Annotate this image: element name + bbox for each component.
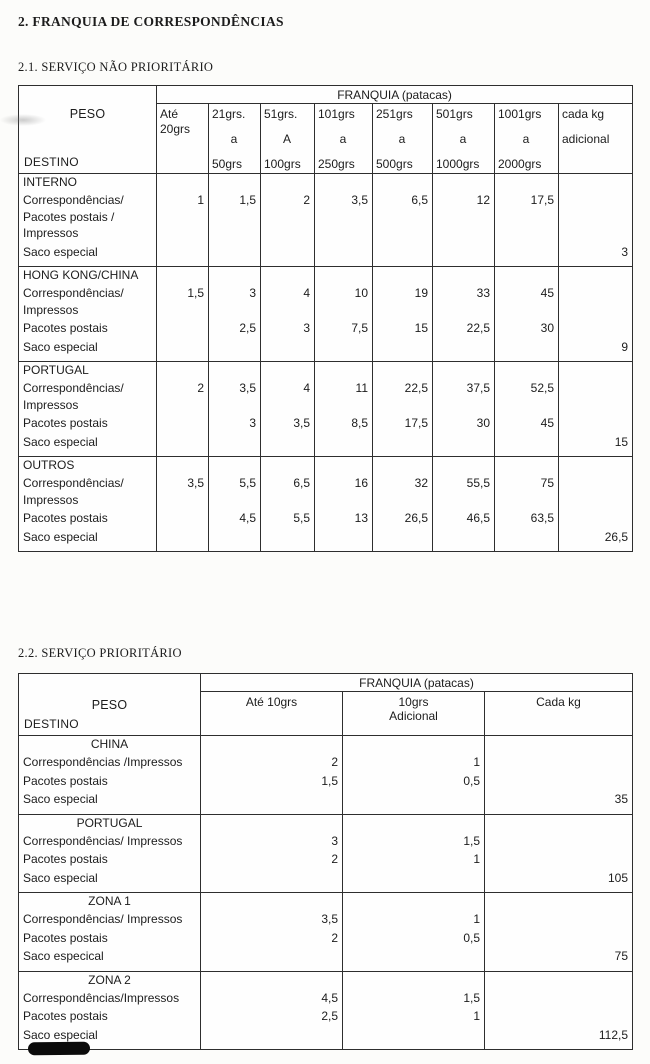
- text-line: A: [282, 132, 291, 146]
- rate-value-cell: [343, 1026, 485, 1050]
- rate-value-cell: 3,5: [209, 379, 261, 414]
- rate-value-cell: [485, 989, 633, 1008]
- grid-empty-cell: [209, 174, 261, 192]
- rate-value-cell: 15: [373, 319, 433, 338]
- rate-value-cell: 6,5: [261, 474, 315, 509]
- rate-value-cell: 6,5: [373, 191, 433, 243]
- peso-destino-corner-cell: [19, 86, 157, 174]
- text-line: Pacotes postais: [23, 321, 108, 335]
- text-line: Correspondências/ Impressos: [23, 912, 183, 926]
- service-row-label: [19, 989, 201, 1008]
- text-line: a: [459, 132, 467, 146]
- text-line: 500grs: [376, 157, 413, 171]
- text-line: Correspondências/ Impressos: [23, 833, 183, 848]
- rate-value-cell: 4,5: [209, 509, 261, 528]
- rate-value-cell: 3: [261, 319, 315, 338]
- destino-group-header: CHINA: [19, 736, 201, 754]
- rate-value-cell: 19: [373, 284, 433, 319]
- text-line: 1001grs: [498, 107, 542, 121]
- rate-value-cell: [485, 850, 633, 869]
- rate-value-cell: [343, 790, 485, 814]
- grid-empty-cell: [559, 362, 633, 380]
- text-line: Adicional: [389, 709, 438, 723]
- rate-value-cell: 37,5: [433, 379, 495, 414]
- text-line: 250grs: [318, 157, 355, 171]
- destino-group-header: INTERNO: [19, 174, 157, 192]
- text-line: Correspondências /Impressos: [23, 755, 183, 769]
- table-servico-prioritario: [18, 673, 633, 1050]
- text-line: Até: [160, 107, 179, 121]
- text-line: Cada kg: [536, 695, 581, 709]
- text-line: Correspondências/Impressos: [23, 990, 180, 1005]
- rate-value-cell: [201, 869, 343, 893]
- grid-empty-cell: [157, 267, 209, 285]
- weight-column-header: [315, 104, 373, 174]
- weight-column-header: [261, 104, 315, 174]
- rate-value-cell: 52,5: [495, 379, 559, 414]
- section-1-heading: 2.1. SERVIÇO NÃO PRIORITÁRIO: [18, 60, 214, 74]
- service-row-label: [19, 772, 201, 791]
- text-line: Saco especial: [23, 870, 98, 885]
- service-row-label: [19, 850, 201, 869]
- rate-value-cell: 75: [495, 474, 559, 509]
- service-row-label: [19, 338, 157, 362]
- rate-value-cell: [559, 379, 633, 414]
- rate-value-cell: [343, 947, 485, 971]
- grid-empty-cell: [495, 362, 559, 380]
- document-title: 2. FRANQUIA DE CORRESPONDÊNCIAS: [18, 14, 284, 29]
- text-line: cada kg: [562, 107, 605, 121]
- text-line: a: [230, 132, 238, 146]
- rate-value-cell: 0,5: [343, 772, 485, 791]
- rate-value-cell: 45: [495, 284, 559, 319]
- service-row-label: [19, 379, 157, 414]
- rate-value-cell: 12: [433, 191, 495, 243]
- rate-value-cell: 2: [201, 850, 343, 869]
- rate-value-cell: 1,5: [157, 284, 209, 319]
- grid-empty-cell: [373, 267, 433, 285]
- grid-empty-cell: [485, 814, 633, 832]
- service-row-label: [19, 433, 157, 457]
- rate-value-cell: 4,5: [201, 989, 343, 1008]
- destino-group-header: HONG KONG/CHINA: [19, 267, 157, 285]
- destino-group-header: PORTUGAL: [19, 362, 157, 380]
- grid-empty-cell: [315, 362, 373, 380]
- section-2-heading: 2.2. SERVIÇO PRIORITÁRIO: [18, 646, 182, 660]
- rate-value-cell: 55,5: [433, 474, 495, 509]
- rate-value-cell: [485, 910, 633, 929]
- rate-value-cell: [433, 243, 495, 267]
- text-line: Pacotes postais /: [23, 209, 115, 224]
- grid-empty-cell: [315, 174, 373, 192]
- rate-value-cell: 16: [315, 474, 373, 509]
- grid-empty-cell: [433, 362, 495, 380]
- rate-value-cell: [157, 433, 209, 457]
- destino-group-header: OUTROS: [19, 457, 157, 475]
- rate-value-cell: 3: [209, 414, 261, 433]
- text-line: Saco especial: [23, 244, 98, 259]
- rate-value-cell: [373, 528, 433, 552]
- text-line: 251grs: [376, 107, 413, 121]
- text-line: Saco especial: [23, 434, 98, 449]
- grid-empty-cell: [261, 362, 315, 380]
- rate-value-cell: 3: [559, 243, 633, 267]
- rate-value-cell: [201, 790, 343, 814]
- rate-value-cell: 22,5: [433, 319, 495, 338]
- rate-value-cell: [209, 243, 261, 267]
- rate-value-cell: 2,5: [209, 319, 261, 338]
- rate-value-cell: 63,5: [495, 509, 559, 528]
- text-line: Pacotes postais: [23, 773, 108, 788]
- rate-value-cell: 105: [485, 869, 633, 893]
- text-line: Pacotes postais: [23, 416, 108, 430]
- rate-value-cell: 2: [201, 929, 343, 948]
- grid-empty-cell: [157, 457, 209, 475]
- rate-value-cell: [495, 243, 559, 267]
- franquia-patacas-header: FRANQUIA (patacas): [201, 674, 633, 692]
- text-line: 501grs: [436, 107, 473, 121]
- text-line: Saco especial: [23, 1027, 98, 1042]
- peso-destino-corner-cell: [19, 674, 201, 736]
- text-line: Saco especial: [23, 529, 98, 544]
- grid-empty-cell: [485, 971, 633, 989]
- franquia-patacas-header: FRANQUIA (patacas): [157, 86, 633, 104]
- rate-value-cell: 13: [315, 509, 373, 528]
- service-row-label: [19, 947, 201, 971]
- rate-value-cell: [485, 753, 633, 772]
- rate-value-cell: 1,5: [343, 832, 485, 851]
- service-row-label: [19, 1007, 201, 1026]
- grid-empty-cell: [559, 457, 633, 475]
- rate-value-cell: 1,5: [201, 772, 343, 791]
- text-line: Impressos: [23, 492, 79, 507]
- text-line: Pacotes postais: [23, 1009, 108, 1023]
- service-row-label: [19, 191, 157, 243]
- rate-value-cell: 3: [209, 284, 261, 319]
- rate-value-cell: [261, 528, 315, 552]
- text-line: Correspondências/: [23, 286, 124, 300]
- grid-empty-cell: [433, 174, 495, 192]
- rate-value-cell: [495, 528, 559, 552]
- grid-empty-cell: [373, 457, 433, 475]
- rate-value-cell: 17,5: [373, 414, 433, 433]
- service-row-label: [19, 243, 157, 267]
- service-row-label: [19, 509, 157, 528]
- grid-empty-cell: [343, 971, 485, 989]
- text-line: Correspondências/: [23, 193, 124, 207]
- rate-value-cell: [373, 433, 433, 457]
- text-line: 100grs: [264, 157, 301, 171]
- destino-group-header: PORTUGAL: [19, 814, 201, 832]
- grid-empty-cell: [201, 814, 343, 832]
- text-line: a: [522, 132, 530, 146]
- rate-value-cell: 2: [157, 379, 209, 414]
- text-line: Pacotes postais: [23, 511, 108, 525]
- grid-empty-cell: [373, 174, 433, 192]
- service-row-label: [19, 414, 157, 433]
- text-line: 50grs: [212, 157, 243, 171]
- rate-value-cell: 11: [315, 379, 373, 414]
- grid-empty-cell: [433, 457, 495, 475]
- weight-column-header: [485, 692, 633, 736]
- text-line: Saco especical: [23, 949, 104, 963]
- rate-value-cell: [157, 509, 209, 528]
- grid-empty-cell: [261, 267, 315, 285]
- service-row-label: [19, 832, 201, 851]
- grid-empty-cell: [157, 174, 209, 192]
- rate-value-cell: 1,5: [209, 191, 261, 243]
- rate-value-cell: 2: [201, 753, 343, 772]
- rate-value-cell: [209, 338, 261, 362]
- text-line: Correspondências/: [23, 381, 124, 395]
- rate-value-cell: [485, 832, 633, 851]
- rate-value-cell: [315, 243, 373, 267]
- grid-empty-cell: [495, 267, 559, 285]
- service-row-label: [19, 790, 201, 814]
- weight-column-header: [157, 104, 209, 174]
- grid-empty-cell: [209, 457, 261, 475]
- rate-value-cell: [209, 528, 261, 552]
- service-row-label: [19, 869, 201, 893]
- rate-value-cell: 75: [485, 947, 633, 971]
- text-line: Impressos: [23, 226, 79, 240]
- text-line: 10grs: [398, 695, 429, 709]
- grid-empty-cell: [343, 814, 485, 832]
- rate-value-cell: 32: [373, 474, 433, 509]
- grid-empty-cell: [209, 362, 261, 380]
- text-line: Até 10grs: [245, 695, 298, 709]
- grid-empty-cell: [343, 736, 485, 754]
- rate-value-cell: 3,5: [315, 191, 373, 243]
- rate-value-cell: [209, 433, 261, 457]
- rate-value-cell: 35: [485, 790, 633, 814]
- rate-value-cell: [495, 338, 559, 362]
- peso-label: PESO: [91, 698, 128, 712]
- scan-black-bar-artifact: [28, 1042, 90, 1056]
- rate-value-cell: [315, 528, 373, 552]
- text-line: Saco especial: [23, 339, 98, 354]
- weight-column-header: [201, 692, 343, 736]
- scan-smudge-artifact: [0, 114, 46, 126]
- weight-column-header: [209, 104, 261, 174]
- grid-empty-cell: [261, 457, 315, 475]
- grid-empty-cell: [343, 893, 485, 911]
- rate-value-cell: 46,5: [433, 509, 495, 528]
- rate-value-cell: 1: [157, 191, 209, 243]
- service-row-label: [19, 528, 157, 552]
- rate-value-cell: 1,5: [343, 989, 485, 1008]
- weight-column-header: [373, 104, 433, 174]
- destino-label: DESTINO: [24, 717, 79, 731]
- rate-value-cell: [315, 433, 373, 457]
- grid-empty-cell: [485, 893, 633, 911]
- rate-value-cell: [157, 528, 209, 552]
- text-line: adicional: [562, 132, 610, 146]
- rate-value-cell: [559, 284, 633, 319]
- grid-empty-cell: [495, 457, 559, 475]
- text-line: 101grs: [318, 107, 355, 121]
- weight-column-header: [343, 692, 485, 736]
- rate-value-cell: 1: [343, 753, 485, 772]
- text-line: Correspondências/: [23, 476, 124, 490]
- rate-value-cell: 15: [559, 433, 633, 457]
- rate-value-cell: 5,5: [261, 509, 315, 528]
- rate-value-cell: [373, 243, 433, 267]
- rate-value-cell: 3,5: [157, 474, 209, 509]
- rate-value-cell: [157, 414, 209, 433]
- text-line: Impressos: [23, 302, 79, 317]
- rate-value-cell: 30: [433, 414, 495, 433]
- text-line: 21grs.: [212, 107, 246, 121]
- text-line: 2000grs: [498, 157, 542, 171]
- rate-value-cell: 26,5: [373, 509, 433, 528]
- text-line: Impressos: [23, 397, 79, 412]
- grid-empty-cell: [261, 174, 315, 192]
- rate-value-cell: [315, 338, 373, 362]
- rate-value-cell: [495, 433, 559, 457]
- rate-value-cell: [485, 929, 633, 948]
- rate-value-cell: 8,5: [315, 414, 373, 433]
- rate-value-cell: [201, 947, 343, 971]
- weight-column-header: [433, 104, 495, 174]
- destino-group-header: ZONA 1: [19, 893, 201, 911]
- service-row-label: [19, 753, 201, 772]
- text-line: a: [339, 132, 347, 146]
- weight-column-header: [559, 104, 633, 174]
- rate-value-cell: [201, 1026, 343, 1050]
- rate-value-cell: 1: [343, 850, 485, 869]
- rate-value-cell: [559, 474, 633, 509]
- rate-value-cell: 2: [261, 191, 315, 243]
- rate-value-cell: 22,5: [373, 379, 433, 414]
- table-servico-nao-prioritario: [18, 85, 633, 552]
- text-line: 51grs.: [264, 107, 298, 121]
- rate-value-cell: 9: [559, 338, 633, 362]
- rate-value-cell: [559, 319, 633, 338]
- text-line: Saco especial: [23, 792, 98, 806]
- grid-empty-cell: [201, 893, 343, 911]
- rate-value-cell: [485, 772, 633, 791]
- grid-empty-cell: [201, 736, 343, 754]
- rate-value-cell: 45: [495, 414, 559, 433]
- rate-value-cell: [261, 338, 315, 362]
- rate-value-cell: [157, 319, 209, 338]
- rate-value-cell: [157, 243, 209, 267]
- text-line: a: [398, 132, 406, 146]
- rate-value-cell: [433, 528, 495, 552]
- service-row-label: [19, 929, 201, 948]
- rate-value-cell: 1: [343, 910, 485, 929]
- rate-value-cell: [559, 191, 633, 243]
- grid-empty-cell: [559, 174, 633, 192]
- rate-value-cell: [343, 869, 485, 893]
- rate-value-cell: 4: [261, 284, 315, 319]
- text-line: 1000grs: [436, 157, 480, 171]
- weight-column-header: [495, 104, 559, 174]
- grid-empty-cell: [485, 736, 633, 754]
- rate-value-cell: 17,5: [495, 191, 559, 243]
- text-line: Pacotes postais: [23, 930, 108, 945]
- rate-value-cell: [485, 1007, 633, 1026]
- grid-empty-cell: [433, 267, 495, 285]
- destino-label: DESTINO: [24, 155, 79, 169]
- destino-group-header: ZONA 2: [19, 971, 201, 989]
- service-row-label: [19, 284, 157, 319]
- service-row-label: [19, 319, 157, 338]
- rate-value-cell: 26,5: [559, 528, 633, 552]
- rate-value-cell: [373, 338, 433, 362]
- rate-value-cell: [559, 414, 633, 433]
- rate-value-cell: 1: [343, 1007, 485, 1026]
- rate-value-cell: 0,5: [343, 929, 485, 948]
- grid-empty-cell: [495, 174, 559, 192]
- grid-empty-cell: [315, 457, 373, 475]
- service-row-label: [19, 474, 157, 509]
- text-line: 20grs: [160, 122, 191, 136]
- rate-value-cell: [157, 338, 209, 362]
- rate-value-cell: [261, 433, 315, 457]
- grid-empty-cell: [157, 362, 209, 380]
- rate-value-cell: [559, 509, 633, 528]
- rate-value-cell: 2,5: [201, 1007, 343, 1026]
- grid-empty-cell: [559, 267, 633, 285]
- rate-value-cell: 5,5: [209, 474, 261, 509]
- grid-empty-cell: [209, 267, 261, 285]
- rate-value-cell: 30: [495, 319, 559, 338]
- grid-empty-cell: [315, 267, 373, 285]
- service-row-label: [19, 910, 201, 929]
- peso-label: PESO: [69, 107, 106, 121]
- rate-value-cell: 4: [261, 379, 315, 414]
- rate-value-cell: 10: [315, 284, 373, 319]
- rate-value-cell: 3: [201, 832, 343, 851]
- rate-value-cell: 3,5: [261, 414, 315, 433]
- rate-value-cell: 7,5: [315, 319, 373, 338]
- grid-empty-cell: [201, 971, 343, 989]
- rate-value-cell: 112,5: [485, 1026, 633, 1050]
- rate-value-cell: 33: [433, 284, 495, 319]
- rate-value-cell: 3,5: [201, 910, 343, 929]
- rate-value-cell: [433, 433, 495, 457]
- rate-value-cell: [433, 338, 495, 362]
- text-line: Pacotes postais: [23, 852, 108, 866]
- grid-empty-cell: [373, 362, 433, 380]
- rate-value-cell: [261, 243, 315, 267]
